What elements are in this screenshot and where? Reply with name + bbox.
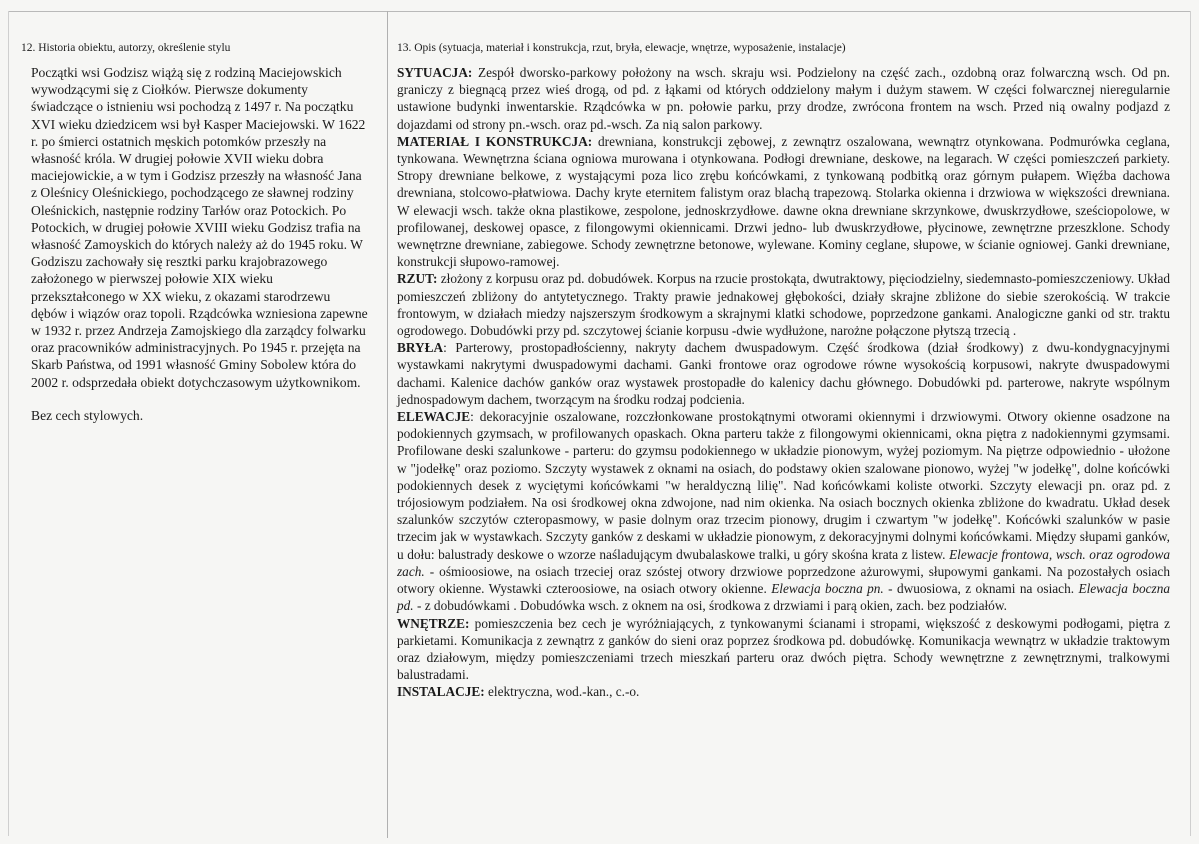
sytuacja-text: Zespół dworsko-parkowy położony na wsch. skraju wsi. Podzielony na część zach., ozdobną oraz folwarczną wsch. Od pn. graniczy z biegnącą przez wieś drogą, od pd. z łąkami od których oddzielony małym i dużym stawem. W części folwarcznej nieregularnie ustawione budynki inwentarskie. Rządcówka w pn. połowie parku, przy drodze, zwrócona frontem na wsch. Przed nią owalny podjazd z dojazdami od strony pn.-wsch. oraz pd.-wsch. Za nią salon parkowy.	[397, 65, 1170, 132]
instalacje-paragraph	[397, 683, 1170, 700]
style-paragraph: Bez cech stylowych.	[31, 407, 144, 423]
wnetrze-paragraph	[397, 615, 1170, 684]
elewacje-text: : dekoracyjnie oszalowane, rozczłonkowane prostokątnymi otworami okiennymi i drzwiowymi. Otwory okienne osadzone na podokiennych gzymsach, w profilowanych opaskach. Okna parteru także z filongowymi okiennicami, okna piętra z nadokiennymi gzymsami. Profilowane deski szalunkowe - parteru: do gzymsu podokiennego w układzie pionowym, wyżej poziomym. Na piętrze odpowiednio - ułożone w "jodełkę" oraz poziomo. Szczyty wystawek z oknami na osiach, do podstawy okien szalowane pionowo, wyżej "w jodełkę", dolne końcówki podokiennych desek z wyciętymi końcówkami "w heraldyczną lilię". Nad końcówkami koliste otworki. Szczyty elewacji pn. oraz pd. z trójosiowym podziałem. Na osi środkowej okna zdwojone, nad nim okienka. Na osiach bocznych okienka zbliżone do kwadratu. Układ desek szalunków szczytów czteropasmowy, w pasie dolnym oraz trzecim pionowy, drugim i czwartym "w jodełkę". Końcówki szalunków w pasie trzecim jak w wystawkach. Szczyty ganków z deskami w układzie pionowym, z dekoracyjnymi dolnymi końcówkami. Między słupami ganków, u dołu: balustrady deskowe o wzorze naśladującym dwubalaskowe tralki, u góry skośna krata z listew.	[397, 409, 1170, 562]
material-paragraph	[397, 133, 1170, 271]
elewacje-label: ELEWACJE	[397, 409, 471, 425]
material-label: MATERIAŁ I KONSTRUKCJA:	[397, 133, 593, 149]
right-border	[1190, 11, 1191, 836]
left-border	[8, 11, 9, 836]
rzut-paragraph	[397, 270, 1170, 339]
bryla-label: BRYŁA	[397, 340, 444, 356]
bryla-paragraph	[397, 339, 1170, 408]
wnetrze-label: WNĘTRZE:	[397, 615, 470, 631]
section-12-header: 12. Historia obiektu, autorzy, określenie stylu	[21, 42, 231, 54]
history-column	[31, 64, 368, 424]
material-text: drewniana, konstrukcji zębowej, z zewnątrz oszalowana, wewnątrz otynkowana. Podmurówka ceglana, tynkowana. Wewnętrzna ściana ogniowa murowana i otynkowana. Podłogi drewniane, deskowe, na legarach. W części pomieszczeń parkiety. Stropy drewniane belkowe, z wystającymi poza lico zrębu końcówkami, z tynkowaną podbitką oraz górnym pułapem. Więźba dachowa drewniana, stolcowo-płatwiowa. Dachy kryte eternitem falistym oraz blachą trapezową. Stolarka okienna i drzwiowa w większości drewniana. W elewacji wsch. także okna plastikowe, zespolone, jednoskrzydłowe. dawne okna drewniane skrzynkowe, dwuskrzydłowe, sześciopolowe, w profilowanej, deskowej opasce, z filongowymi okiennicami. Drzwi jedno- lub dwuskrzydłowe, płycinowe, zewnętrzne przeszklone. Schody wewnętrzne drewniane, zabiegowe. Schody zewnętrzne betonowe, wylewane. Kominy ceglane, słupowe, w ścianie ogniowej. Ganki drewniane, konstrukcji słupowo-ramowej.	[397, 133, 1171, 270]
section-13-header: 13. Opis (sytuacja, materiał i konstrukcja, rzut, bryła, elewacje, wnętrze, wyposażenie, instalacje)	[397, 42, 846, 54]
elewacje-side-south-label: Elewacja boczna pd.	[397, 581, 1170, 614]
elewacje-paragraph	[397, 408, 1170, 614]
rzut-text: złożony z korpusu oraz pd. dobudówek. Korpus na rzucie prostokąta, dwutraktowy, pięciodzielny, siedemnasto-pomieszczeniowy. Układ pomieszczeń zbliżony do antytetycznego. Trakty prawie jednakowej głębokości, działy skrajne zbliżone do siebie szerokością. W trakcie frontowym, w działach miedzy najszerszym środkowym a skrajnymi klatki schodowe, poprzedzone gankami. Analogiczne ganki od str. traktu ogrodowego. Dobudówki przy pd. szczytowej ścianie korpusu -dwie wydłużone, narożne połączone płytszą trzecią .	[397, 271, 1170, 339]
wnetrze-text: pomieszczenia bez cech je wyróżniających, z tynkowanymi ścianami i stropami, większość z deskowymi podłogami, piętra z parkietami. Komunikacja z zewnątrz z ganków do sieni oraz poprzez środkowa pd. dobudówkę. Komunikacja wewnątrz w układzie traktowym oraz działowym, między pomieszczeniami trzech mieszkań parteru oraz dwóch piętra. Schody wewnętrzne z zewnętrznymi, tralkowymi balustradami.	[397, 615, 1170, 683]
elewacje-front-label: Elewacje frontowa, wsch. oraz ogrodowa zach.	[397, 546, 1170, 579]
instalacje-label: INSTALACJE:	[397, 684, 485, 700]
rzut-label: RZUT:	[397, 271, 438, 287]
instalacje-text: elektryczna, wod.-kan., c.-o.	[484, 684, 640, 700]
description-column	[397, 64, 1170, 701]
sytuacja-paragraph	[397, 64, 1170, 133]
elewacje-front-text: - ośmioosiowe, na osiach trzeciej oraz szóstej otwory drzwiowe poprzedzone ażurowymi, słupowymi gankami. Na pozostałych osiach otwory okienne. Wystawki czteroosiowe, na osiach otwory okienne.	[397, 563, 1170, 597]
bryla-text: : Parterowy, prostopadłościenny, nakryty dachem dwuspadowym. Część środkowa (dział środkowy) z dwu-kondygnacyjnymi wystawkami nakrytymi dwuspadowymi dachami. Ganki frontowe oraz ogrodowe równe wysokością korpusowi, nakryte dwuspadowymi dachami. Kalenice dachów ganków oraz wystawek prostopadłe do kalenicy dachu głównego. Dobudówki pd. parterowe, nakryte wspólnym jednospadowym dachem, tworzącym na środku rodzaj podcienia.	[397, 340, 1170, 407]
top-rule	[8, 11, 1191, 12]
elewacje-side-north-label: Elewacja boczna pn.	[771, 581, 884, 597]
elewacje-side-north-text: - dwuosiowa, z oknami na osiach.	[883, 581, 1079, 597]
column-divider	[387, 11, 388, 838]
elewacje-side-south-text: - z dobudówkami . Dobudówka wsch. z oknem na osi, środkowa z drzwiami i parą okien, zach. bez podziałów.	[413, 598, 1007, 614]
history-paragraph: Początki wsi Godzisz wiążą się z rodziną Maciejowskich wywodzącymi się z Ciołków. Pierwsze dokumenty świadczące o istnieniu wsi pochodzą z 1497 r. Na początku XVI wieku dziedzicem wsi był Kasper Maciejowski. W 1622 r. po śmierci ostatnich męskich potomków przeszły na własność króla. W drugiej połowie XVII wieku dobra maciejowickie, a w tym i Godzisz przeszły na własność Jana z Oleśnicy Oleśnickiego, pochodzącego ze sławnej rodziny Oleśnickich, następnie rodziny Tarłów oraz Potockich. Po Potockich, w drugiej połowie XVIII wieku Godzisz trafia na własność Zamoyskich do których należy aż do 1945 roku. W Godziszu zachowały się resztki parku krajobrazowego założonego w pierwszej połowie XIX wieku przekształconego w XX wieku, z okazami starodrzewu dębów i wiązów oraz topoli. Rządcówka wzniesiona zapewne w 1932 r. przez Andrzeja Zamojskiego dla zarządcy folwarku oraz pracowników administracyjnych. Po 1945 r. przejęta na Skarb Państwa, od 1991 własność Gminy Sobolew która do 2002 r. odsprzedała obiekt dotychczasowym użytkownikom.	[31, 65, 368, 390]
sytuacja-label: SYTUACJA:	[397, 65, 473, 80]
